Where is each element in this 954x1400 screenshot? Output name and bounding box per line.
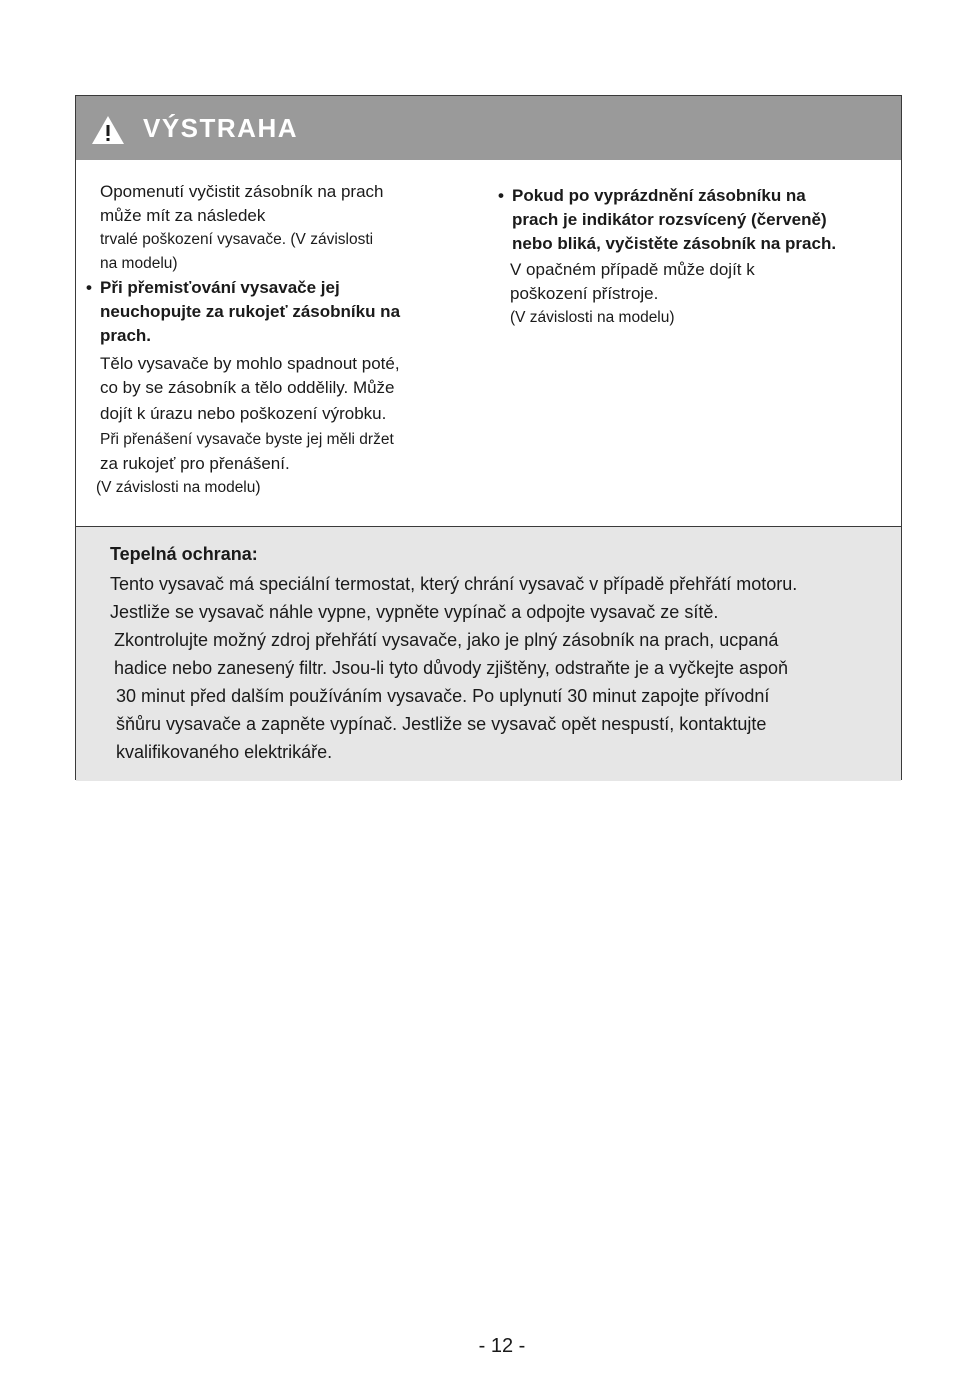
warning-triangle-icon [91,115,125,145]
text-line: prach je indikátor rozsvícený (červeně) [512,210,827,229]
text-line: Zkontrolujte možný zdroj přehřátí vysavače, jako je plný zásobník na prach, ucpaná [114,630,779,650]
text-line: Při přenášení vysavače byste jej měli držet [100,431,394,448]
text-line: dojít k úrazu nebo poškození výrobku. [100,404,387,423]
text-line: za rukojeť pro přenášení. [100,454,290,473]
warning-title: VÝSTRAHA [143,113,299,143]
warning-left-column [84,180,474,500]
text-line: (V závislosti na modelu) [96,479,261,496]
text-block [84,352,474,500]
text-line: Tělo vysavače by mohlo spadnout poté, [100,354,400,373]
bullet-dot: • [86,278,92,297]
text-line: nebo bliká, vyčistěte zásobník na prach. [512,234,837,253]
thermal-body [110,570,900,766]
text-block [496,258,891,330]
text-line: prach. [100,326,152,345]
text-line: V opačném případě může dojít k [510,260,755,279]
bullet-item [496,184,891,256]
page-number: - 12 - [478,1335,526,1357]
warning-box [75,95,902,780]
text-line: Při přemisťování vysavače jej [100,278,340,297]
text-line: co by se zásobník a tělo oddělily. Může [100,378,395,397]
warning-right-column [496,184,891,330]
text-line: (V závislosti na modelu) [510,309,675,326]
text-line: poškození přístroje. [510,284,659,303]
text-line: hadice nebo zanesený filtr. Jsou-li tyto důvody zjištěny, odstraňte je a vyčkejte aspoň [114,658,789,678]
bullet-dot: • [498,186,504,205]
text-line: šňůru vysavače a zapněte vypínač. Jestliže se vysavač opět nespustí, kontaktujte [116,714,767,734]
text-line: na modelu) [100,255,178,272]
bullet-item [84,276,474,348]
thermal-title: Tepelná ochrana: [110,544,258,564]
text-line: Opomenutí vyčistit zásobník na prach [100,182,384,201]
text-line: Jestliže se vysavač náhle vypne, vypněte vypínač a odpojte vysavač ze sítě. [110,602,719,622]
warning-header [76,96,901,160]
text-line: neuchopujte za rukojeť zásobníku na [100,302,401,321]
text-line: kvalifikovaného elektrikáře. [116,742,333,762]
text-line: Tento vysavač má speciální termostat, který chrání vysavač v případě přehřátí motoru. [110,574,798,594]
text-line: Pokud po vyprázdnění zásobníku na [512,186,806,205]
thermal-protection-section [76,526,901,781]
text-line: může mít za následek [100,206,266,225]
text-line: 30 minut před dalším používáním vysavače. Po uplynutí 30 minut zapojte přívodní [116,686,770,706]
text-line: trvalé poškození vysavače. (V závislosti [100,231,374,248]
